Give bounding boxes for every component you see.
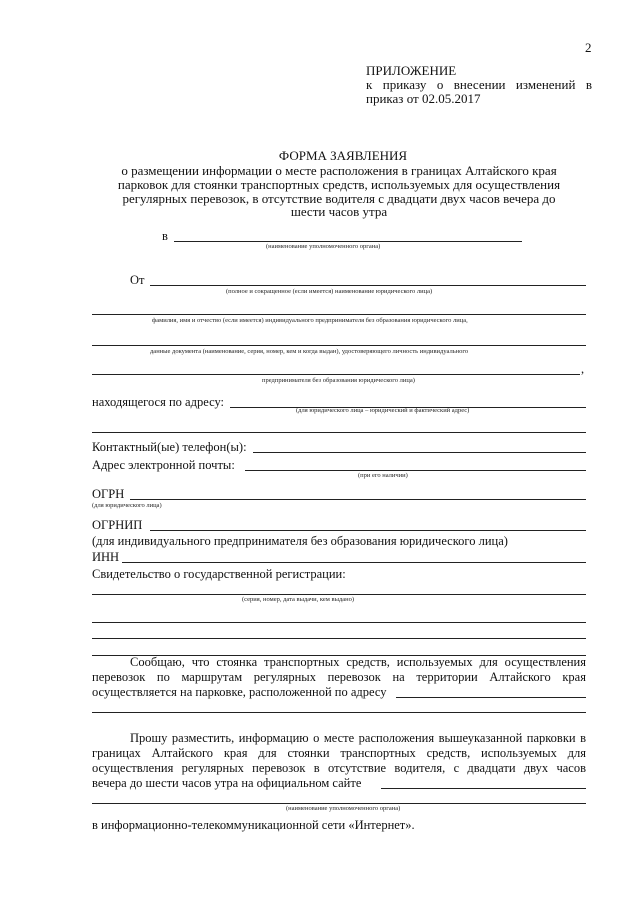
to-prefix: в	[162, 229, 168, 243]
parking-address-field-line-2[interactable]	[92, 712, 586, 713]
from-field-line-3[interactable]	[92, 345, 586, 346]
phone-field-line[interactable]	[253, 452, 586, 453]
page-number: 2	[585, 40, 592, 55]
cert-caption: (серия, номер, дата выдачи, кем выдано)	[242, 596, 355, 603]
paragraph-1-line-3: осуществляется на парковке, расположенной по адресу	[92, 685, 387, 699]
email-caption: (при его наличии)	[358, 472, 408, 479]
paragraph-2-line-3: осуществления регулярных перевозок в отсутствие водителя, с двадцати двух часов	[92, 761, 586, 775]
from-caption-1: (полное и сокращенное (если имеется) наименование юридического лица)	[226, 288, 433, 295]
appendix-line-2: приказ от 02.05.2017	[366, 91, 481, 106]
website-caption: (наименование уполномоченного органа)	[286, 805, 401, 812]
website-field-line-2[interactable]	[92, 803, 586, 804]
address-caption: (для юридического лица – юридический и фактический адрес)	[296, 407, 470, 414]
paragraph-1-line-1: Сообщаю, что стоянка транспортных средств, используемых для осуществления	[130, 655, 586, 669]
ogrn-field-line[interactable]	[130, 499, 586, 500]
inn-field-line[interactable]	[122, 562, 586, 563]
cert-field-line-1[interactable]	[92, 594, 586, 595]
appendix-title: ПРИЛОЖЕНИЕ	[366, 63, 457, 78]
form-heading: ФОРМА ЗАЯВЛЕНИЯ	[278, 148, 408, 163]
phone-label: Контактный(ые) телефон(ы):	[92, 440, 247, 454]
from-prefix: От	[130, 273, 145, 287]
ogrn-label: ОГРН	[92, 487, 125, 501]
parking-address-field-line-1[interactable]	[396, 697, 586, 698]
form-title-line-4: шести часов утра	[290, 204, 388, 219]
from-comma: ,	[581, 362, 585, 376]
to-field-line[interactable]	[174, 241, 522, 242]
form-title-line-3: регулярных перевозок, в отсутствие водителя с двадцати двух часов вечера до	[122, 191, 556, 206]
email-field-line[interactable]	[245, 470, 586, 471]
cert-field-line-2[interactable]	[92, 622, 586, 623]
from-field-line-2[interactable]	[92, 314, 586, 315]
address-label: находящегося по адресу:	[92, 395, 225, 409]
ogrn-caption: (для юридического лица)	[92, 502, 162, 509]
ogrnip-label: ОГРНИП	[92, 518, 143, 532]
website-field-line-1[interactable]	[381, 788, 586, 789]
from-caption-3: данные документа (наименование, серия, номер, кем и когда выдан), удостоверяющего личность индивидуального	[150, 348, 469, 355]
from-caption-4: предпринимателя без образования юридического лица)	[262, 377, 415, 384]
inn-label: ИНН	[92, 550, 120, 564]
from-caption-2: фамилия, имя и отчество (если имеется) индивидуального предпринимателя без образования юридического лица,	[152, 317, 468, 324]
cert-label: Свидетельство о государственной регистрации:	[92, 567, 346, 581]
paragraph-2-line-1: Прошу разместить, информацию о месте расположения вышеуказанной парковки в	[130, 731, 586, 745]
form-title-line-2: парковок для стоянки транспортных средств, используемых для осуществления	[117, 177, 561, 192]
to-caption: (наименование уполномоченного органа)	[266, 243, 381, 250]
ogrnip-caption: (для индивидуального предпринимателя без образования юридического лица)	[92, 534, 508, 548]
cert-field-line-3[interactable]	[92, 638, 586, 639]
email-label: Адрес электронной почты:	[92, 458, 235, 472]
closing-line: в информационно-телекоммуникационной сети «Интернет».	[92, 818, 415, 832]
paragraph-1-line-2: перевозок по маршрутам регулярных перевозок на территории Алтайского края	[92, 670, 586, 684]
form-title-line-1: о размещении информации о месте расположения в границах Алтайского края	[121, 163, 557, 178]
paragraph-2-line-4: вечера до шести часов утра на официальном сайте	[92, 776, 362, 790]
appendix-line-1: к приказу о внесении изменений в	[366, 77, 592, 92]
from-field-line-4[interactable]	[92, 374, 580, 375]
ogrnip-field-line[interactable]	[150, 530, 586, 531]
address-field-line-2[interactable]	[92, 432, 586, 433]
paragraph-2-line-2: границах Алтайского края для стоянки транспортных средств, используемых для	[92, 746, 586, 760]
from-field-line-1[interactable]	[150, 285, 586, 286]
